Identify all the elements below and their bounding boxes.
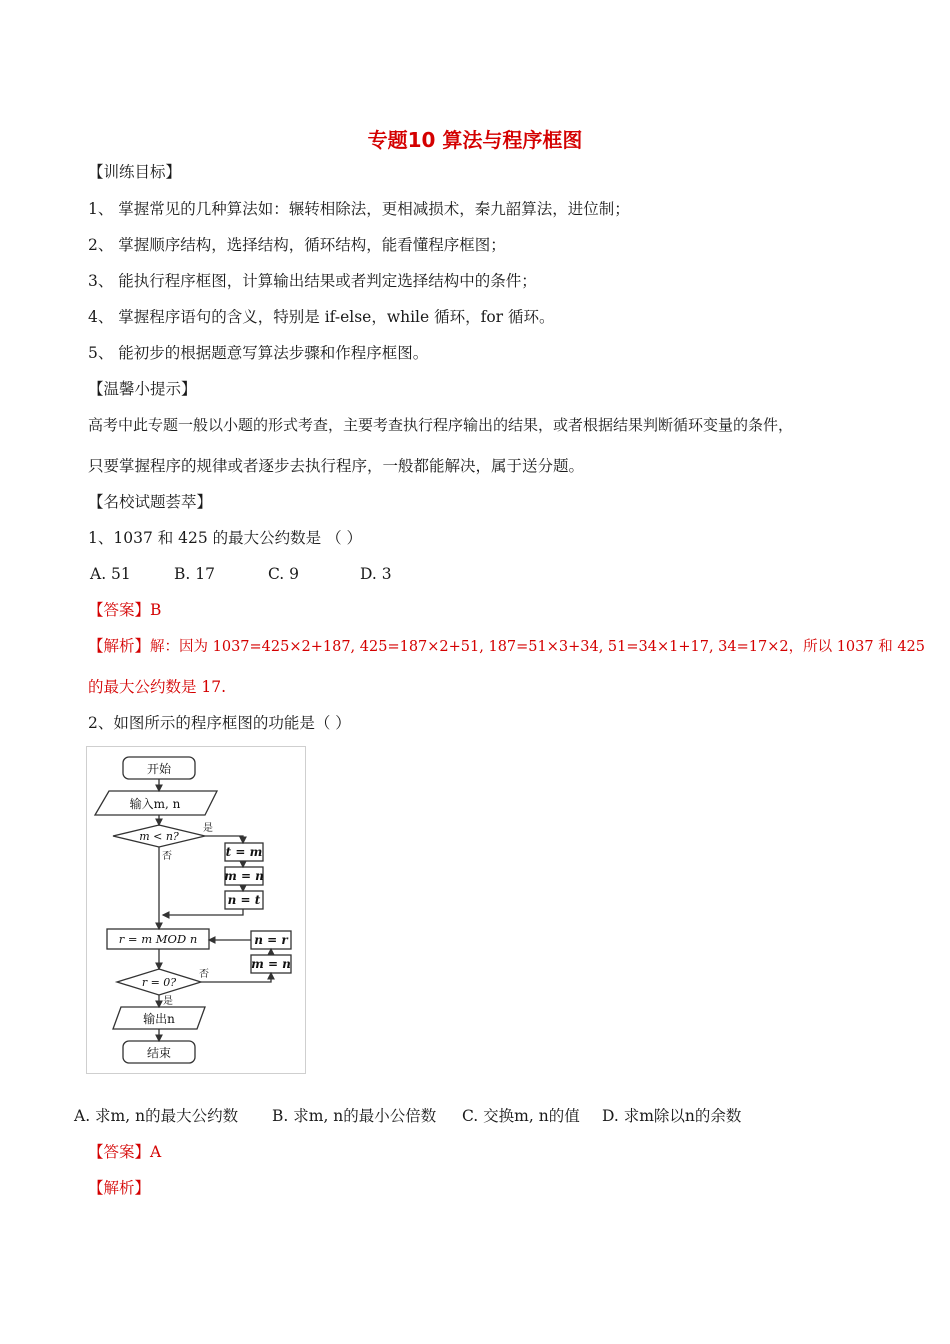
analysis-label: 【解析】	[88, 637, 151, 655]
flow-m-n-label: m = n	[224, 869, 264, 883]
q1-analysis-line-2: 的最大公约数是 17.	[88, 678, 227, 696]
answer-label: 【答案】	[88, 601, 151, 619]
q2-option-a: A. 求m, n的最大公约数	[74, 1107, 239, 1125]
answer-label: 【答案】	[88, 1143, 151, 1161]
analysis-text: 解：因为 1037=425×2+187, 425=187×2+51, 187=51×3+34, 51=34×1+17, 34=17×2，所以 1037 和 425	[150, 639, 926, 655]
goal-item-4: 4、 掌握程序语句的含义，特别是 if-else，while 循环，for 循环。	[88, 308, 555, 326]
answer-value: A	[150, 1143, 162, 1161]
q1-option-b: B. 17	[174, 565, 215, 583]
q2-option-c: C. 交换m, n的值	[462, 1107, 580, 1125]
flow-n-r-label: n = r	[254, 933, 288, 947]
q1-options	[90, 564, 392, 584]
flow-no-label-2: 否	[199, 969, 209, 980]
flow-yes-label-1: 是	[203, 823, 213, 834]
goal-item-3: 3、 能执行程序框图，计算输出结果或者判定选择结构中的条件；	[88, 272, 537, 290]
tips-line-2: 只要掌握程序的规律或者逐步去执行程序，一般都能解决，属于送分题。	[88, 457, 585, 475]
q1-analysis-line-1	[88, 636, 925, 657]
q1-option-d: D. 3	[360, 565, 392, 583]
flow-m-n2-label: m = n	[251, 957, 291, 971]
flow-end-label: 结束	[146, 1046, 172, 1060]
flow-output-label: 输出n	[143, 1012, 175, 1026]
q1-stem: 1、1037 和 425 的最大公约数是 （ ）	[88, 529, 363, 547]
tips-line-1: 高考中此专题一般以小题的形式考查，主要考查执行程序输出的结果，或者根据结果判断循环变量的条件，	[88, 416, 794, 434]
tips-heading: 【温馨小提示】	[88, 380, 197, 398]
q1-answer	[88, 600, 161, 620]
q1-option-a: A. 51	[90, 565, 131, 583]
answer-value: B	[150, 601, 162, 619]
questions-heading: 【名校试题荟萃】	[88, 493, 213, 511]
q2-options	[74, 1106, 741, 1126]
goal-item-5: 5、 能初步的根据题意写算法步骤和作程序框图。	[88, 344, 429, 362]
goals-heading: 【训练目标】	[88, 163, 182, 181]
q2-option-d: D. 求m除以n的余数	[602, 1107, 742, 1125]
flow-n-t-label: n = t	[227, 893, 261, 907]
page-title: 专题10 算法与程序框图	[367, 128, 583, 152]
flowchart	[86, 746, 306, 1074]
q2-answer	[88, 1142, 161, 1162]
flow-start-label: 开始	[146, 762, 172, 776]
goal-item-1: 1、 掌握常见的几种算法如：辗转相除法，更相减损术，秦九韶算法，进位制；	[88, 200, 630, 218]
flow-no-label-1: 否	[162, 851, 172, 862]
q1-option-c: C. 9	[268, 565, 300, 583]
flow-cond2-label: r = 0?	[141, 976, 177, 989]
flow-yes-label-2: 是	[163, 996, 173, 1007]
q2-analysis-label: 【解析】	[88, 1179, 151, 1197]
flow-t-m-label: t = m	[225, 845, 263, 859]
goal-item-2: 2、 掌握顺序结构，选择结构，循环结构，能看懂程序框图；	[88, 236, 506, 254]
flow-input-label: 输入m, n	[129, 797, 181, 811]
q2-option-b: B. 求m, n的最小公倍数	[272, 1107, 437, 1125]
flow-cond1-label: m < n?	[139, 830, 179, 843]
flow-r-mod-label: r = m MOD n	[118, 932, 198, 946]
q2-stem: 2、如图所示的程序框图的功能是（ ）	[88, 714, 351, 732]
